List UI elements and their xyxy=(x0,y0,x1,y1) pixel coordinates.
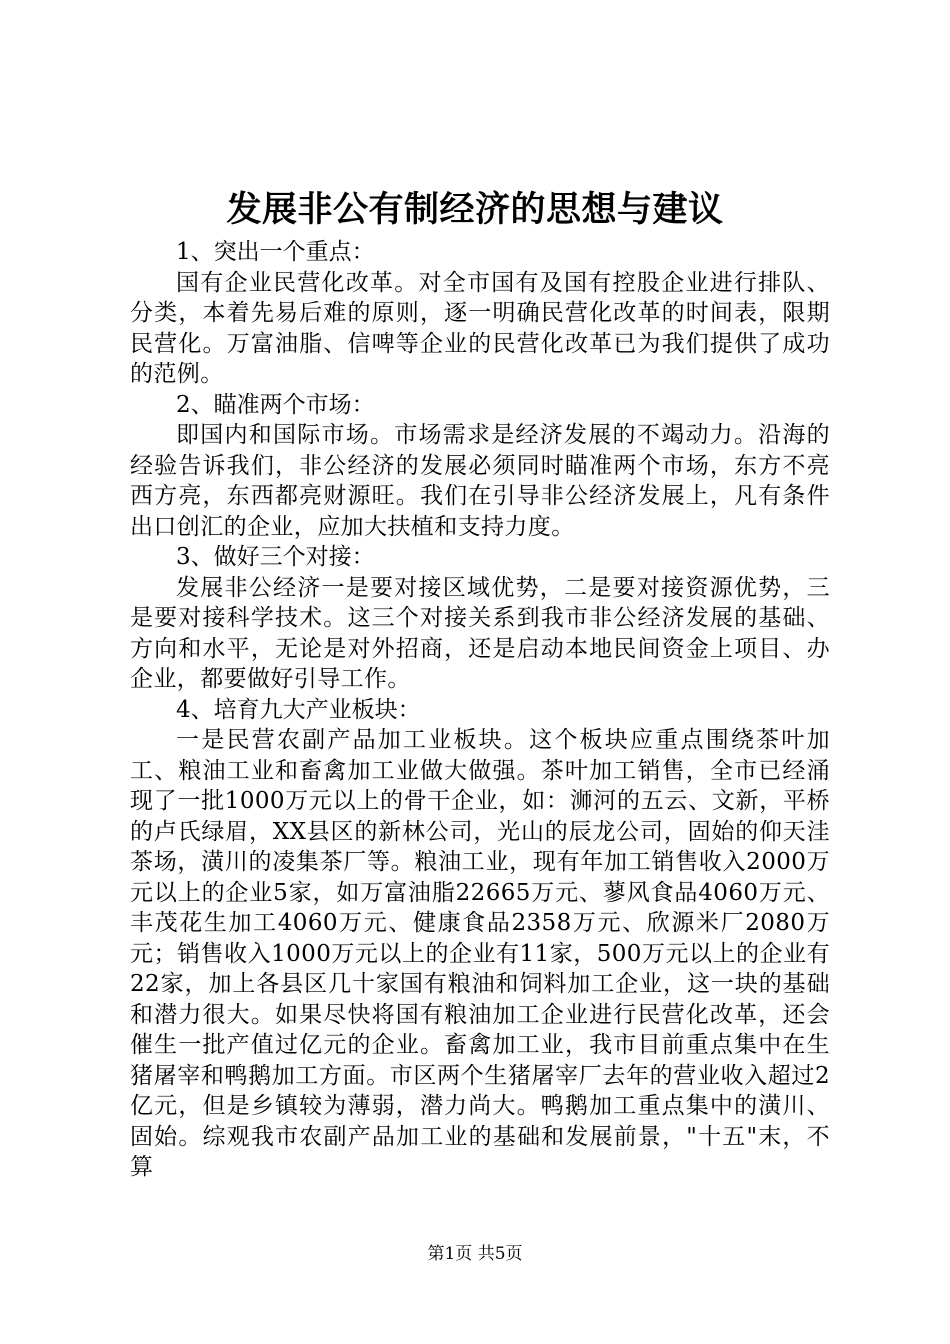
section-heading-2: 2、瞄准两个市场： xyxy=(176,391,375,418)
page-footer: 第1页 共5页 xyxy=(427,1244,523,1264)
section-paragraph-1: 国有企业民营化改革。对全市国有及国有控股企业进行排队、分类，本着先易后难的原则，逐一明确民营化改革的时间表，限期民营化。万富油脂、信啤等企业的民营化改革已为我们提供了成功的范例。 xyxy=(130,269,830,387)
section-paragraph-3: 发展非公经济一是要对接区域优势，二是要对接资源优势，三是要对接科学技术。这三个对接关系到我市非公经济发展的基础、方向和水平，无论是对外招商，还是启动本地民间资金上项目、办企业，都要做好引导工作。 xyxy=(130,574,830,692)
document-title: 发展非公有制经济的思想与建议 xyxy=(226,189,724,230)
document-body xyxy=(130,237,830,1183)
section-paragraph-2: 即国内和国际市场。市场需求是经济发展的不竭动力。沿海的经验告诉我们，非公经济的发展必须同时瞄准两个市场，东方不亮西方亮，东西都亮财源旺。我们在引导非公经济发展上，凡有条件出口创汇的企业，应加大扶植和支持力度。 xyxy=(130,422,830,540)
section-heading-1: 1、突出一个重点： xyxy=(176,239,375,265)
section-heading-3: 3、做好三个对接： xyxy=(176,544,375,570)
section-heading-4: 4、培育九大产业板块： xyxy=(176,696,421,723)
section-paragraph-4: 一是民营农副产品加工业板块。这个板块应重点围绕茶叶加工、粮油工业和畜禽加工业做大做强。茶叶加工销售，全市已经涌现了一批1000万元以上的骨干企业，如：浉河的五云、文新，平桥的卢氏绿眉，XX县区的新林公司，光山的辰龙公司，固始的仰天洼茶场，潢川的凌集茶厂等。粮油工业，现有年加工销售收入2000万元以上的企业5家，如万富油脂22665万元、蓼风食品4060万元、丰茂花生加工4060万元、健康食品2358万元、欣源米厂2080万元；销售收入1000万元以上的企业有11家，500万元以上的企业有22家，加上各县区几十家国有粮油和饲料加工企业，这一块的基础和潜力很大。如果尽快将国有粮油加工企业进行民营化改革，还会催生一批产值过亿元的企业。畜禽加工业，我市目前重点集中在生猪屠宰和鸭鹅加工方面。市区两个生猪屠宰厂去年的营业收入超过2亿元，但是乡镇较为薄弱，潜力尚大。鸭鹅加工重点集中的潢川、固始。综观我市农副产品加工业的基础和发展前景，"十五"末，不算 xyxy=(130,727,830,1180)
